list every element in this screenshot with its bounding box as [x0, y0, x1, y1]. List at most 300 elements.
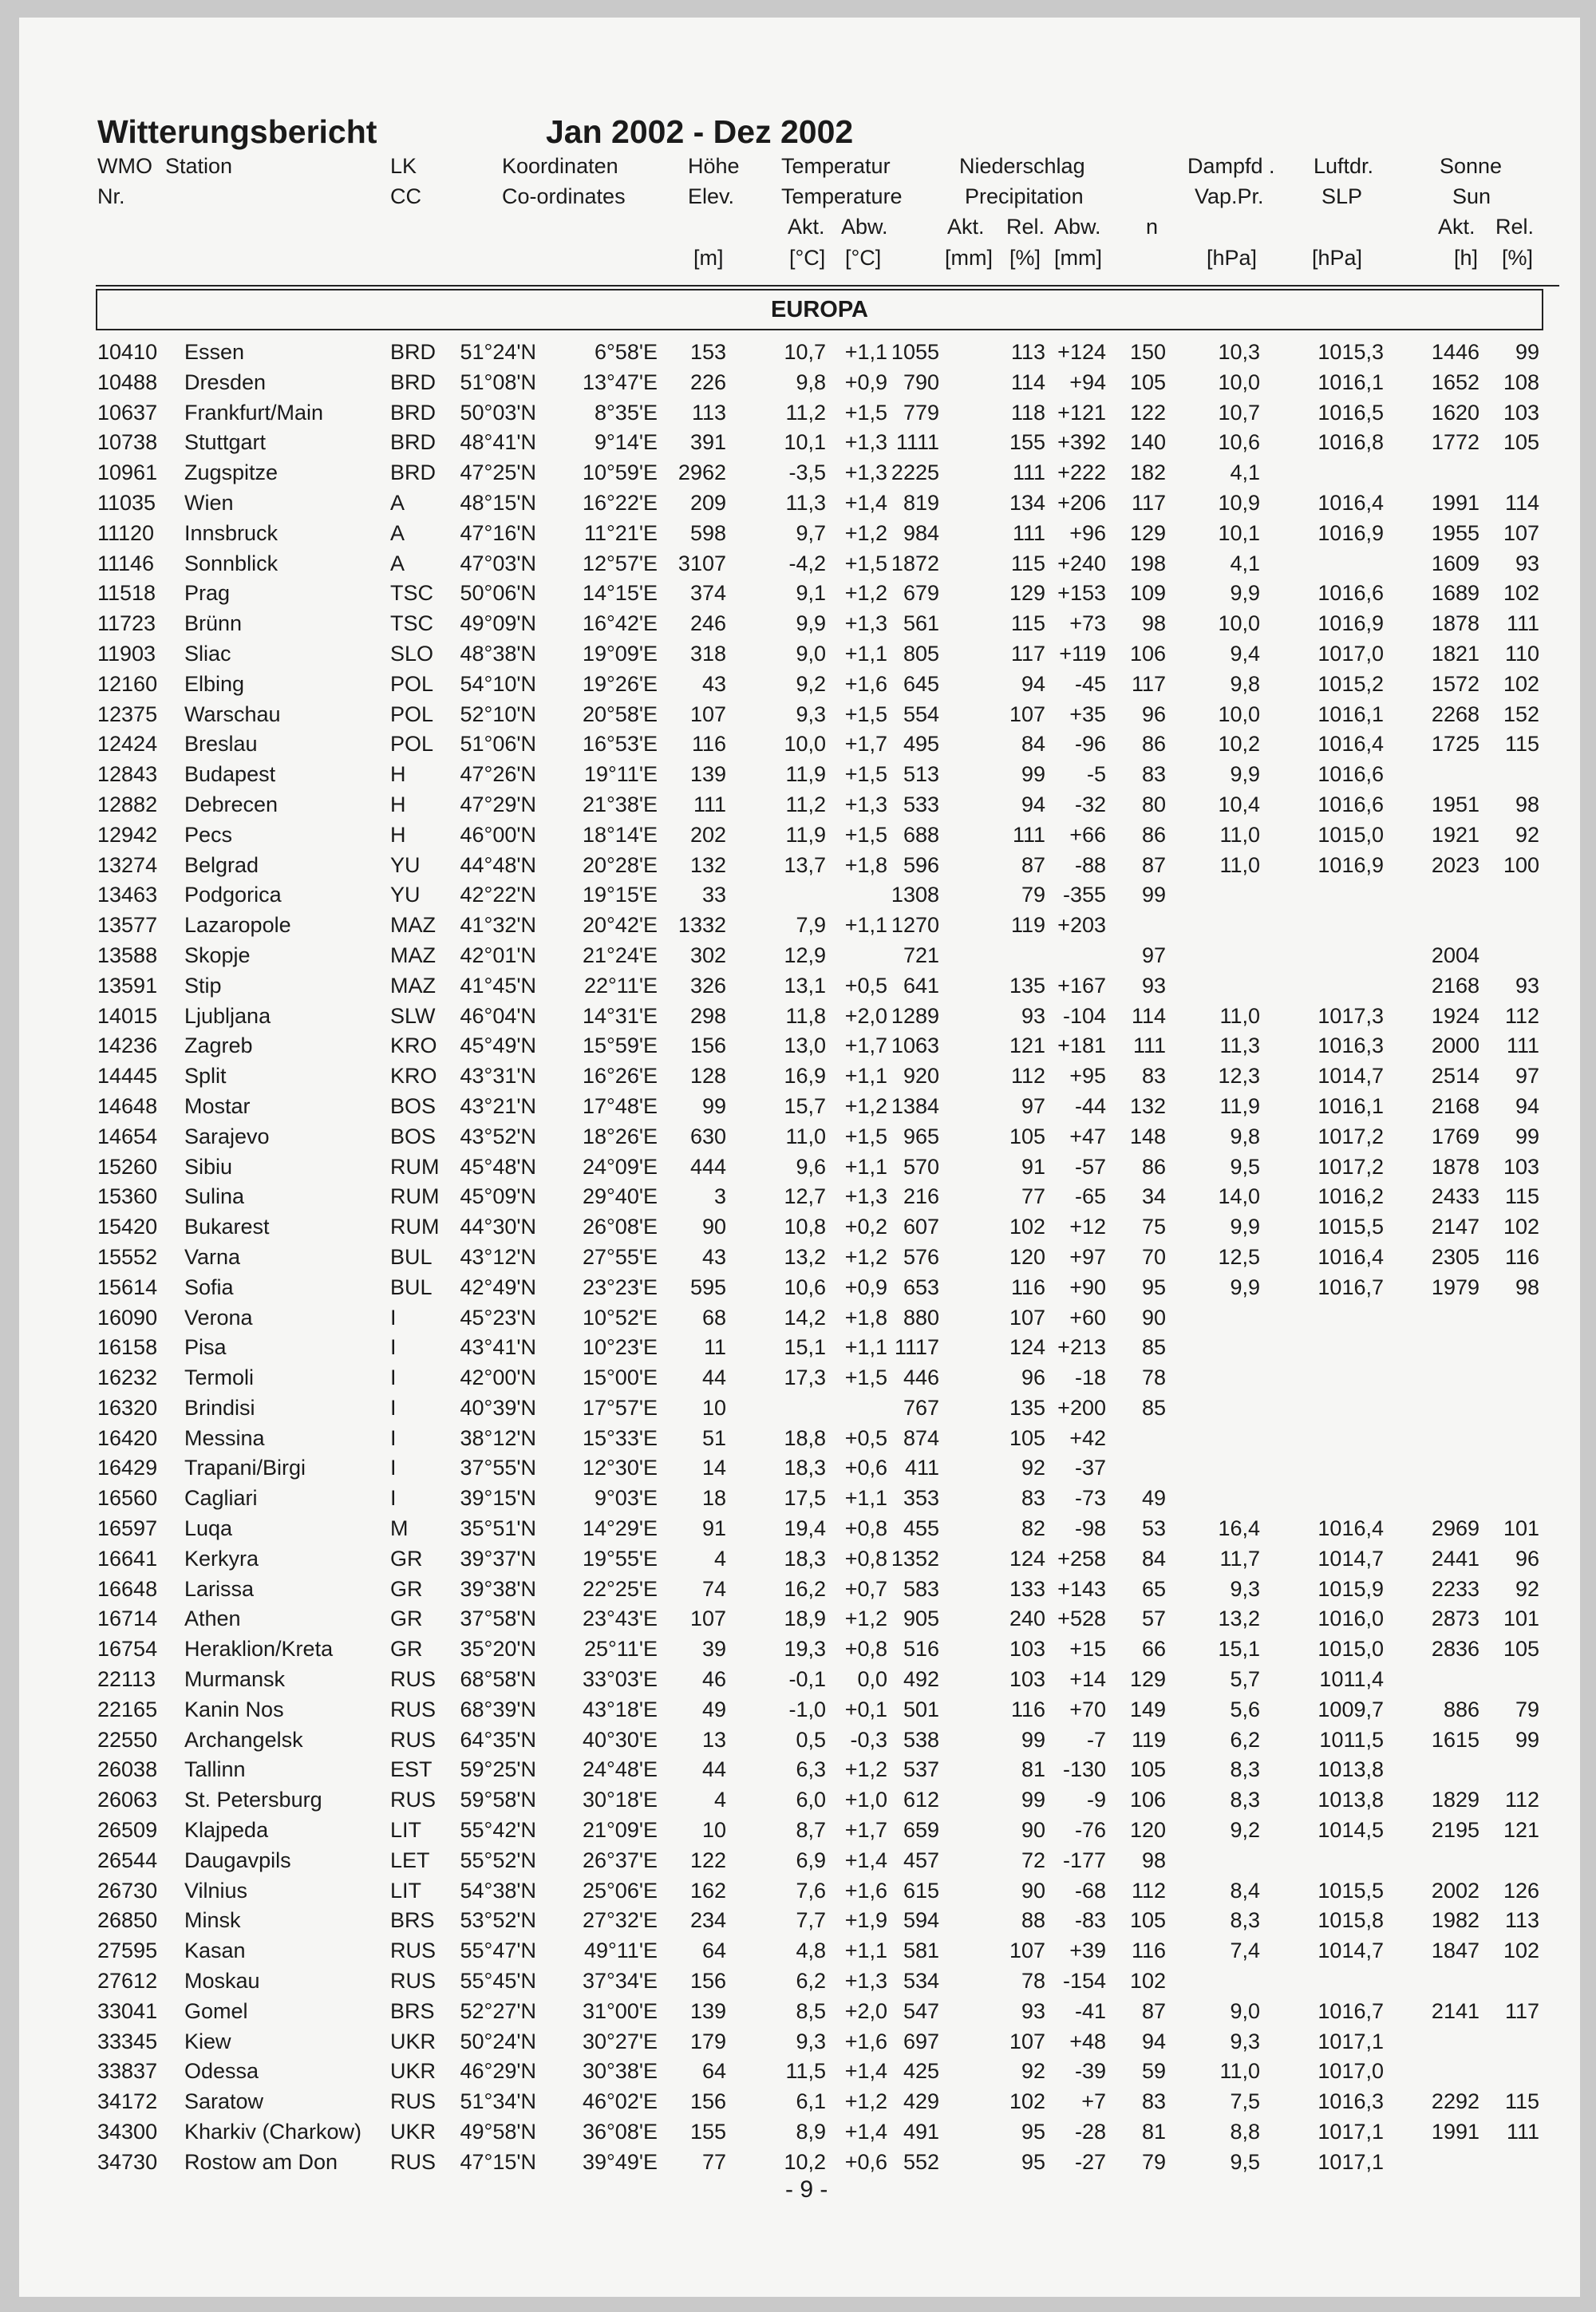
table-row	[19, 910, 1580, 940]
sunshine-relative: 126	[1503, 1878, 1539, 1903]
precipitation-relative: 107	[1009, 702, 1045, 726]
table-row	[19, 1211, 1580, 1242]
precipitation-days: 105	[1129, 370, 1166, 394]
elevation: 202	[689, 822, 726, 847]
sunshine-relative: 121	[1503, 1818, 1539, 1843]
wmo-number: 13463	[97, 883, 158, 907]
latitude: 68°58'N	[460, 1667, 536, 1692]
precipitation-actual: 554	[903, 702, 939, 726]
station-name: Stuttgart	[184, 430, 267, 455]
precipitation-relative: 87	[1021, 852, 1045, 877]
latitude: 48°41'N	[460, 430, 536, 455]
precipitation-actual: 1055	[891, 340, 939, 364]
sea-level-pressure: 1015,8	[1317, 1908, 1384, 1933]
sea-level-pressure: 1017,0	[1317, 2059, 1384, 2084]
wmo-number: 34172	[97, 2089, 158, 2114]
elevation: 4	[713, 1788, 726, 1812]
sea-level-pressure: 1009,7	[1317, 1697, 1384, 1721]
header-air-pressure: Luftdr.	[1314, 154, 1374, 178]
sunshine-relative: 79	[1515, 1697, 1539, 1721]
header-precip-n: n	[1146, 215, 1159, 239]
longitude: 17°57'E	[582, 1395, 658, 1420]
precipitation-days: 98	[1141, 611, 1166, 636]
temperature-actual: 17,3	[784, 1365, 826, 1390]
latitude: 55°45'N	[460, 1969, 536, 1994]
temperature-anomaly: +1,2	[844, 1093, 887, 1118]
precipitation-anomaly: -154	[1062, 1969, 1106, 1994]
precipitation-anomaly: +94	[1069, 370, 1106, 394]
precipitation-relative: 111	[1012, 460, 1045, 485]
header-precip-akt-unit: [mm]	[945, 246, 993, 270]
vapour-pressure: 11,3	[1219, 1033, 1260, 1058]
longitude: 22°11'E	[583, 973, 658, 998]
precipitation-actual: 537	[903, 1757, 939, 1782]
temperature-actual: 11,5	[785, 2059, 826, 2084]
precipitation-days: 86	[1141, 822, 1166, 847]
latitude: 50°24'N	[460, 2029, 536, 2053]
sunshine-relative: 101	[1503, 1516, 1539, 1541]
longitude: 6°58'E	[594, 340, 658, 364]
temperature-anomaly: +1,2	[844, 1757, 887, 1782]
table-row	[19, 488, 1580, 518]
precipitation-actual: 455	[903, 1516, 939, 1541]
temperature-actual: 10,0	[784, 732, 826, 757]
country-code: I	[390, 1425, 397, 1450]
sunshine-hours: 1572	[1431, 671, 1479, 696]
precipitation-days: 148	[1129, 1124, 1166, 1148]
elevation: 77	[701, 2149, 726, 2174]
latitude: 48°15'N	[460, 490, 536, 515]
temperature-anomaly: +1,2	[844, 520, 887, 545]
wmo-number: 26509	[97, 1818, 158, 1843]
precipitation-relative: 107	[1009, 1305, 1045, 1330]
elevation: 595	[689, 1275, 726, 1299]
temperature-actual: 9,1	[796, 581, 826, 606]
latitude: 42°49'N	[460, 1275, 536, 1299]
precipitation-days: 119	[1131, 1727, 1166, 1752]
sunshine-hours: 1847	[1431, 1939, 1479, 1963]
precipitation-actual: 779	[903, 400, 939, 425]
temperature-anomaly: +1,3	[844, 611, 887, 636]
precipitation-actual: 965	[903, 1124, 939, 1148]
precipitation-relative: 111	[1012, 822, 1045, 847]
temperature-anomaly: +1,7	[844, 1818, 887, 1843]
precipitation-anomaly: +66	[1069, 822, 1106, 847]
vapour-pressure: 8,3	[1230, 1757, 1260, 1782]
precipitation-actual: 576	[903, 1244, 939, 1269]
precipitation-days: 80	[1141, 792, 1166, 816]
precipitation-relative: 115	[1010, 551, 1045, 575]
station-name: Zagreb	[184, 1033, 253, 1058]
precipitation-relative: 99	[1021, 1788, 1045, 1812]
precipitation-days: 129	[1129, 1667, 1166, 1692]
sunshine-hours: 2873	[1431, 1607, 1479, 1631]
temperature-anomaly: +1,1	[844, 641, 887, 666]
sea-level-pressure: 1014,7	[1317, 1546, 1384, 1571]
station-name: Pecs	[184, 822, 233, 847]
station-name: Pisa	[184, 1335, 227, 1360]
sunshine-hours: 1991	[1431, 2120, 1479, 2144]
longitude: 19°09'E	[582, 641, 658, 666]
vapour-pressure: 8,3	[1230, 1908, 1260, 1933]
latitude: 41°45'N	[460, 973, 536, 998]
sunshine-relative: 114	[1504, 490, 1539, 515]
table-row	[19, 1725, 1580, 1755]
precipitation-days: 198	[1129, 551, 1166, 575]
header-temp-abw-unit: [°C]	[845, 246, 882, 270]
longitude: 36°08'E	[582, 2120, 658, 2144]
sunshine-relative: 110	[1504, 641, 1539, 666]
vapour-pressure: 9,9	[1230, 581, 1260, 606]
country-code: YU	[390, 883, 421, 907]
temperature-actual: 8,7	[796, 1818, 826, 1843]
precipitation-actual: 534	[903, 1969, 939, 1994]
country-code: LET	[390, 1848, 430, 1872]
precipitation-days: 117	[1131, 490, 1166, 515]
precipitation-actual: 1117	[894, 1335, 939, 1360]
elevation: 444	[689, 1154, 726, 1179]
wmo-number: 12882	[97, 792, 158, 816]
precipitation-anomaly: -37	[1074, 1456, 1106, 1480]
sea-level-pressure: 1016,4	[1317, 490, 1384, 515]
precipitation-actual: 1063	[891, 1033, 939, 1058]
temperature-anomaly: +1,4	[844, 2120, 887, 2144]
precipitation-days: 87	[1141, 852, 1166, 877]
vapour-pressure: 10,9	[1218, 490, 1260, 515]
station-name: Murmansk	[184, 1667, 286, 1692]
latitude: 48°38'N	[460, 641, 536, 666]
latitude: 51°06'N	[460, 732, 536, 757]
precipitation-days: 90	[1141, 1305, 1166, 1330]
precipitation-relative: 111	[1012, 520, 1045, 545]
precipitation-anomaly: +240	[1057, 551, 1106, 575]
table-row	[19, 1966, 1580, 1996]
elevation: 122	[689, 1848, 726, 1872]
elevation: 156	[689, 1969, 726, 1994]
precipitation-anomaly: -76	[1074, 1818, 1106, 1843]
temperature-actual: 11,8	[785, 1003, 826, 1028]
sea-level-pressure: 1015,0	[1317, 1637, 1384, 1662]
longitude: 11°21'E	[583, 520, 658, 545]
temperature-actual: 9,7	[796, 520, 826, 545]
precipitation-days: 85	[1141, 1395, 1166, 1420]
wmo-number: 16232	[97, 1365, 158, 1390]
temperature-anomaly: +1,1	[844, 1154, 887, 1179]
temperature-anomaly: +0,5	[844, 1425, 887, 1450]
precipitation-days: 96	[1141, 702, 1166, 726]
precipitation-relative: 103	[1009, 1637, 1045, 1662]
precipitation-anomaly: +181	[1057, 1033, 1106, 1058]
precipitation-actual: 596	[903, 852, 939, 877]
precipitation-anomaly: +119	[1059, 641, 1106, 666]
header-cc: CC	[390, 184, 421, 208]
latitude: 64°35'N	[460, 1727, 536, 1752]
table-row	[19, 940, 1580, 970]
vapour-pressure: 6,2	[1230, 1727, 1260, 1752]
sunshine-hours: 2433	[1431, 1184, 1479, 1209]
longitude: 16°53'E	[582, 732, 658, 757]
station-name: Innsbruck	[184, 520, 279, 545]
longitude: 23°23'E	[582, 1275, 658, 1299]
vapour-pressure: 10,3	[1218, 340, 1260, 364]
longitude: 13°47'E	[582, 370, 658, 394]
precipitation-actual: 1872	[891, 551, 939, 575]
page-number: - 9 -	[785, 2176, 828, 2203]
sunshine-relative: 103	[1503, 400, 1539, 425]
precipitation-days: 87	[1141, 1998, 1166, 2023]
temperature-anomaly: +1,5	[844, 551, 887, 575]
wmo-number: 11903	[97, 641, 156, 666]
vapour-pressure: 4,1	[1230, 460, 1260, 485]
longitude: 15°59'E	[582, 1033, 658, 1058]
elevation: 49	[701, 1697, 726, 1721]
latitude: 47°16'N	[460, 520, 536, 545]
station-name: Sliac	[184, 641, 231, 666]
precipitation-actual: 516	[903, 1637, 939, 1662]
precipitation-days: 98	[1141, 1848, 1166, 1872]
wmo-number: 12843	[97, 762, 158, 787]
station-name: Termoli	[184, 1365, 255, 1390]
station-name: Moskau	[184, 1969, 260, 1994]
precipitation-relative: 105	[1009, 1124, 1045, 1148]
temperature-actual: 6,3	[796, 1757, 826, 1782]
elevation: 99	[701, 1093, 726, 1118]
precipitation-actual: 1384	[891, 1093, 939, 1118]
longitude: 25°11'E	[583, 1637, 658, 1662]
station-name: Larissa	[184, 1576, 255, 1601]
wmo-number: 15552	[97, 1244, 158, 1269]
wmo-number: 10738	[97, 430, 158, 455]
temperature-anomaly: +1,8	[844, 852, 887, 877]
elevation: 10	[701, 1818, 726, 1843]
wmo-number: 22550	[97, 1727, 158, 1752]
country-code: RUM	[390, 1154, 440, 1179]
header-sun-akt: Akt.	[1438, 215, 1476, 239]
country-code: RUS	[390, 1697, 437, 1721]
precipitation-anomaly: +73	[1069, 611, 1106, 636]
station-name: Brünn	[184, 611, 243, 636]
longitude: 33°03'E	[582, 1667, 658, 1692]
elevation: 139	[689, 1998, 726, 2023]
header-temp-abw: Abw.	[841, 215, 888, 239]
sea-level-pressure: 1016,2	[1317, 1184, 1384, 1209]
elevation: 162	[689, 1878, 726, 1903]
elevation: 155	[689, 2120, 726, 2144]
elevation: 18	[701, 1486, 726, 1511]
longitude: 19°55'E	[582, 1546, 658, 1571]
precipitation-anomaly: +153	[1057, 581, 1106, 606]
table-row	[19, 1694, 1580, 1725]
longitude: 40°30'E	[582, 1727, 658, 1752]
longitude: 19°11'E	[583, 762, 658, 787]
wmo-number: 15260	[97, 1154, 158, 1179]
vapour-pressure: 11,7	[1219, 1546, 1260, 1571]
temperature-anomaly: +1,6	[844, 1878, 887, 1903]
sea-level-pressure: 1014,7	[1317, 1939, 1384, 1963]
precipitation-actual: 594	[903, 1908, 939, 1933]
longitude: 18°26'E	[582, 1124, 658, 1148]
precipitation-anomaly: +143	[1057, 1576, 1106, 1601]
country-code: BRD	[390, 370, 437, 394]
header-nr: Nr.	[97, 184, 125, 208]
sunshine-hours: 1955	[1431, 520, 1479, 545]
elevation: 226	[689, 370, 726, 394]
temperature-actual: 12,7	[784, 1184, 826, 1209]
sunshine-relative: 92	[1515, 1576, 1539, 1601]
wmo-number: 16641	[97, 1546, 158, 1571]
temperature-actual: 11,9	[785, 762, 826, 787]
vapour-pressure: 9,9	[1230, 1275, 1260, 1299]
precipitation-anomaly: -130	[1062, 1757, 1106, 1782]
latitude: 52°10'N	[460, 702, 536, 726]
wmo-number: 33837	[97, 2059, 158, 2084]
precipitation-anomaly: -27	[1074, 2149, 1106, 2174]
longitude: 46°02'E	[582, 2089, 658, 2114]
table-row	[19, 1242, 1580, 1272]
sunshine-relative: 92	[1515, 822, 1539, 847]
vapour-pressure: 9,2	[1230, 1818, 1260, 1843]
precipitation-anomaly: +203	[1057, 913, 1106, 938]
precipitation-relative: 114	[1010, 370, 1045, 394]
sea-level-pressure: 1016,6	[1317, 792, 1384, 816]
temperature-anomaly: +1,1	[844, 340, 887, 364]
precipitation-anomaly: +12	[1069, 1215, 1106, 1239]
sea-level-pressure: 1014,7	[1317, 1064, 1384, 1089]
header-vapour-pressure-en: Vap.Pr.	[1195, 184, 1264, 208]
longitude: 20°42'E	[582, 913, 658, 938]
report-page	[19, 18, 1580, 2297]
header-precip-rel: Rel.	[1006, 215, 1045, 239]
temperature-anomaly: +0,8	[844, 1516, 887, 1541]
sea-level-pressure: 1017,1	[1317, 2149, 1384, 2174]
table-row	[19, 367, 1580, 397]
latitude: 37°55'N	[460, 1456, 536, 1480]
wmo-number: 11146	[97, 551, 155, 575]
precipitation-days: 106	[1129, 1788, 1166, 1812]
elevation: 13	[701, 1727, 726, 1752]
latitude: 42°01'N	[460, 943, 536, 967]
country-code: GR	[390, 1637, 423, 1662]
precipitation-actual: 429	[903, 2089, 939, 2114]
country-code: RUS	[390, 1969, 437, 1994]
country-code: A	[390, 490, 405, 515]
longitude: 27°32'E	[582, 1908, 658, 1933]
longitude: 29°40'E	[582, 1184, 658, 1209]
precipitation-actual: 583	[903, 1576, 939, 1601]
sunshine-relative: 93	[1515, 973, 1539, 998]
wmo-number: 10961	[97, 460, 158, 485]
latitude: 49°09'N	[460, 611, 536, 636]
elevation: 326	[689, 973, 726, 998]
precipitation-days: 94	[1141, 2029, 1166, 2053]
precipitation-actual: 552	[903, 2149, 939, 2174]
wmo-number: 26544	[97, 1848, 158, 1872]
sunshine-hours: 2147	[1431, 1215, 1479, 1239]
table-row	[19, 578, 1580, 608]
sunshine-hours: 2168	[1431, 973, 1479, 998]
latitude: 59°25'N	[460, 1757, 536, 1782]
vapour-pressure: 9,8	[1230, 671, 1260, 696]
precipitation-anomaly: -98	[1074, 1516, 1106, 1541]
header-coordinates-en: Co-ordinates	[502, 184, 626, 208]
precipitation-days: 106	[1129, 641, 1166, 666]
station-table	[19, 337, 1580, 2177]
header-precip-rel-unit: [%]	[1009, 246, 1041, 270]
elevation: 91	[701, 1516, 726, 1541]
sunshine-hours: 1921	[1431, 822, 1479, 847]
table-row	[19, 1332, 1580, 1362]
table-row	[19, 1543, 1580, 1574]
latitude: 54°10'N	[460, 671, 536, 696]
station-name: Odessa	[184, 2059, 259, 2084]
precipitation-actual: 874	[903, 1425, 939, 1450]
sunshine-hours: 2268	[1431, 702, 1479, 726]
table-row	[19, 427, 1580, 457]
longitude: 14°31'E	[582, 1003, 658, 1028]
sunshine-hours: 2004	[1431, 943, 1479, 967]
longitude: 15°33'E	[582, 1425, 658, 1450]
country-code: YU	[390, 852, 421, 877]
precipitation-actual: 612	[903, 1788, 939, 1812]
sunshine-hours: 1609	[1431, 551, 1479, 575]
precipitation-relative: 99	[1021, 1727, 1045, 1752]
precipitation-relative: 84	[1021, 732, 1045, 757]
vapour-pressure: 9,3	[1230, 1576, 1260, 1601]
precipitation-anomaly: +392	[1057, 430, 1106, 455]
elevation: 3	[713, 1184, 726, 1209]
elevation: 44	[701, 1757, 726, 1782]
wmo-number: 26038	[97, 1757, 158, 1782]
precipitation-actual: 1270	[891, 913, 939, 938]
report-period: Jan 2002 - Dez 2002	[546, 113, 854, 150]
station-name: Sibiu	[184, 1154, 233, 1179]
sunshine-relative: 107	[1503, 520, 1539, 545]
latitude: 45°23'N	[460, 1305, 536, 1330]
precipitation-actual: 697	[903, 2029, 939, 2053]
station-name: Split	[184, 1064, 227, 1089]
sea-level-pressure: 1016,4	[1317, 732, 1384, 757]
precipitation-anomaly: +42	[1069, 1425, 1106, 1450]
station-name: Ljubljana	[184, 1003, 271, 1028]
temperature-actual: -4,2	[788, 551, 826, 575]
table-row	[19, 2056, 1580, 2086]
precipitation-actual: 1352	[891, 1546, 939, 1571]
country-code: LIT	[390, 1878, 422, 1903]
wmo-number: 12375	[97, 702, 158, 726]
latitude: 40°39'N	[460, 1395, 536, 1420]
vapour-pressure: 11,9	[1219, 1093, 1260, 1118]
table-row	[19, 337, 1580, 367]
precipitation-actual: 721	[903, 943, 939, 967]
temperature-anomaly: +1,3	[844, 1969, 887, 1994]
table-row	[19, 1362, 1580, 1393]
table-row	[19, 1996, 1580, 2026]
station-name: Gomel	[184, 1998, 248, 2023]
wmo-number: 10637	[97, 400, 158, 425]
precipitation-anomaly: -57	[1074, 1154, 1106, 1179]
sunshine-relative: 115	[1504, 732, 1539, 757]
sea-level-pressure: 1013,8	[1317, 1788, 1384, 1812]
header-temperature: Temperatur	[781, 154, 891, 178]
precipitation-days: 81	[1141, 2120, 1166, 2144]
country-code: RUM	[390, 1215, 440, 1239]
sunshine-hours: 1769	[1431, 1124, 1479, 1148]
header-sun-rel: Rel.	[1495, 215, 1535, 239]
temperature-anomaly: +1,5	[844, 1124, 887, 1148]
country-code: BRD	[390, 460, 437, 485]
station-name: Sarajevo	[184, 1124, 270, 1148]
sunshine-hours: 1446	[1431, 340, 1479, 364]
